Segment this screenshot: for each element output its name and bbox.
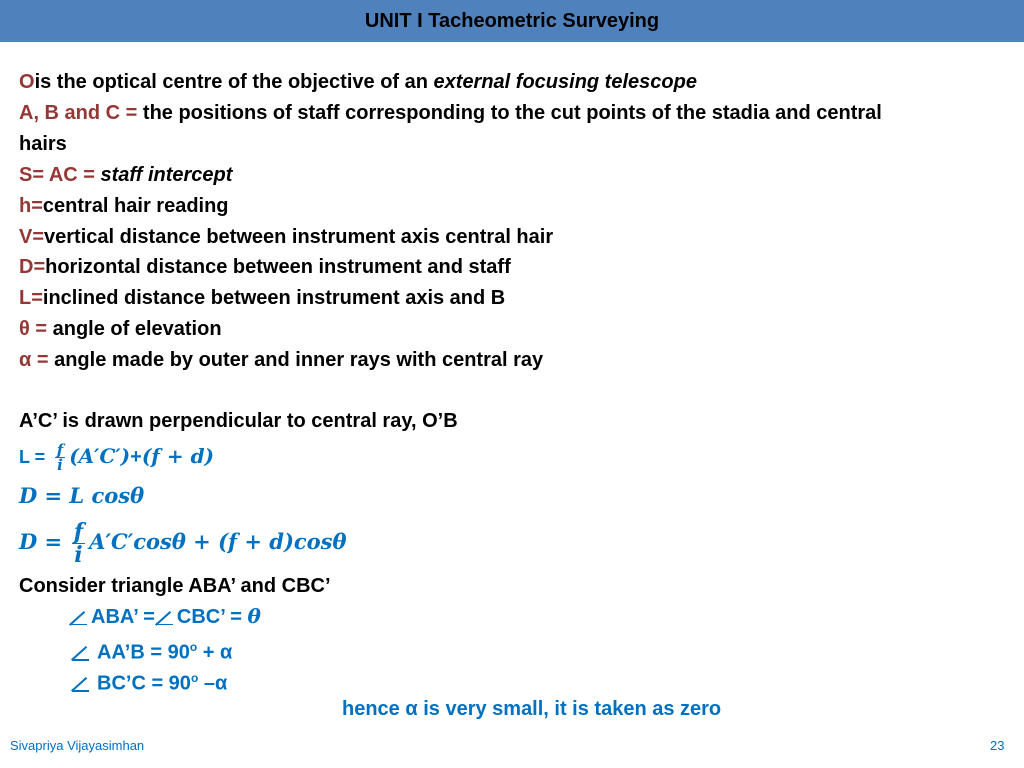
term: α =: [19, 349, 55, 371]
definition-o: [19, 69, 697, 95]
emphasis: staff intercept: [100, 164, 233, 186]
emphasis: external focusing telescope: [433, 71, 697, 93]
degree-sup: o: [189, 640, 198, 654]
angle-text: CBC’ =: [176, 606, 248, 628]
definition-l: [19, 285, 505, 311]
conclusion: hence α is very small, it is taken as zero: [342, 698, 722, 720]
definition-text: angle of elevation: [52, 318, 222, 340]
angle-text: BC’C = 90: [97, 672, 191, 695]
consider-statement: Consider triangle ABA’ and CBC’: [19, 575, 331, 597]
definition-text: central hair reading: [42, 195, 229, 217]
definition-v: [19, 224, 553, 250]
angle-icon: [71, 645, 89, 661]
numerator: f: [73, 519, 84, 546]
definition-h: [19, 193, 229, 219]
term: O: [19, 71, 35, 93]
equation-term: (A′C′): [69, 444, 131, 468]
angle-text: + α: [197, 641, 233, 664]
angle-line-3: [71, 665, 227, 697]
definition-text: vertical distance between instrument axis central hair: [44, 226, 554, 248]
equation-term: (f + d): [141, 444, 215, 468]
term: θ =: [19, 318, 53, 340]
angle-line-1: [69, 603, 261, 630]
equation-lhs: L =: [19, 447, 46, 467]
page-number: 23: [990, 738, 1005, 753]
term: D=: [19, 256, 46, 278]
definition-alpha: [19, 347, 543, 373]
angle-text: ABA’ =: [91, 606, 155, 628]
slide-title: UNIT I Tacheometric Surveying: [0, 0, 1024, 42]
term: L=: [19, 287, 43, 309]
degree-sup: o: [190, 671, 199, 685]
definition-text: inclined distance between instrument axis and B: [42, 287, 506, 309]
equation-d-full: [19, 512, 347, 573]
denominator: i: [74, 542, 83, 569]
definition-s: [19, 162, 232, 188]
fraction-f-over-i: [72, 519, 85, 569]
definition-text: the positions of staff corresponding to the cut points of the stadia and central: [142, 102, 882, 124]
equation-rhs: A′C′cosθ + (f + d)cosθ: [89, 529, 347, 554]
angle-icon: [71, 676, 89, 692]
definition-abc: [19, 100, 882, 126]
definition-text: angle made by outer and inner rays with central ray: [54, 349, 544, 371]
fraction-f-over-i: [55, 441, 65, 475]
author-name: Sivapriya Vijayasimhan: [10, 738, 145, 753]
angle-text: AA’B = 90: [97, 641, 190, 664]
theta-symbol: θ: [247, 604, 261, 628]
definition-text: hairs: [19, 133, 67, 155]
definition-abc-continued: [19, 131, 67, 157]
angle-icon: [69, 609, 87, 625]
angle-icon: [155, 609, 173, 625]
definition-d: [19, 254, 511, 280]
term: S= AC =: [19, 164, 101, 186]
term: V=: [19, 226, 45, 248]
term: A, B and C =: [19, 102, 143, 124]
perpendicular-statement: A’C’ is drawn perpendicular to central ray, O’B: [19, 410, 458, 432]
plus-sign: +: [130, 446, 142, 468]
definition-theta: [19, 316, 222, 342]
denominator: i: [57, 456, 63, 475]
angle-line-2: [71, 634, 232, 666]
equation-l: [19, 438, 214, 475]
angle-text: –α: [198, 672, 228, 695]
definition-text: is the optical centre of the objective of an: [34, 71, 434, 93]
equation-lhs: D =: [19, 529, 63, 554]
definition-text: horizontal distance between instrument and staff: [45, 256, 511, 278]
equation-d-lcos: D = L cosθ: [19, 483, 145, 508]
numerator: f: [56, 441, 64, 460]
term: h=: [19, 195, 43, 217]
